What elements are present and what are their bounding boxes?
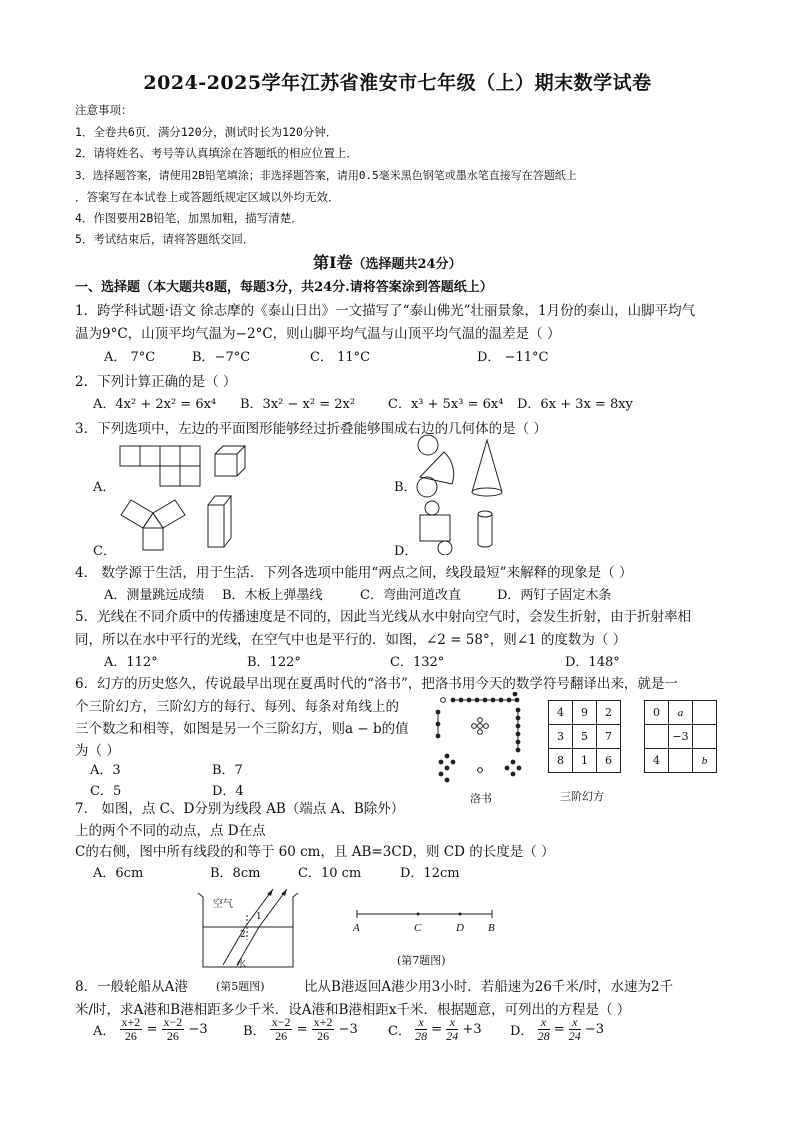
magic-cell: −3 <box>669 725 693 749</box>
q3-label-b: B． <box>394 480 417 495</box>
q7-option-a: A．6cm <box>93 866 144 881</box>
q8-option-c: C． $\frac{x}{28}$ = $\frac{x}{24}$ +3 <box>388 1015 482 1043</box>
magic-cell: 1 <box>573 749 597 773</box>
q1-option-b: B．−7°C <box>192 350 251 365</box>
note-item: 5．考试结束后，请将答题纸交回． <box>75 232 255 246</box>
fraction: $\frac{x}{28}$ <box>537 1015 550 1043</box>
q6-line2: 个三阶幻方，三阶幻方的每行、每列、每条对角线上的 <box>75 699 399 715</box>
fig7-caption: (第7题图) <box>397 954 446 967</box>
magic-caption: 三阶幻方 <box>560 790 604 803</box>
notes-heading: 注意事项： <box>75 103 133 117</box>
fraction: $\frac{x}{24}$ <box>446 1015 459 1043</box>
q7-option-b: B．8cm <box>210 866 261 881</box>
q5-line2: 同，所以在水中平行的光线，在空气中也是平行的．如图，∠2 = 58°，则∠1 的度数为（ ） <box>75 632 627 648</box>
q5-option-c: C．132° <box>390 655 445 670</box>
part1-heading <box>313 250 462 273</box>
q3-label-d: D． <box>394 544 418 559</box>
fraction: $\frac{x-2}{26}$ <box>163 1015 183 1043</box>
fraction: $\frac{x+2}{26}$ <box>313 1015 333 1043</box>
q1-option-a: A． 7°C <box>104 350 156 365</box>
magic-cell: 4 <box>645 749 669 773</box>
note-item: 3．选择题答案，请使用2B铅笔填涂；非选择题答案，请用0.5毫米黑色钢笔或墨水笔直接写在答题纸上 <box>75 169 577 182</box>
magic-cell <box>645 725 669 749</box>
note-item: 1．全卷共6页．满分120分，测试时长为120分钟． <box>75 125 338 139</box>
magic-cell: 5 <box>573 725 597 749</box>
q3-stem: 3．下列选项中，左边的平面图形能够经过折叠能够围成右边的几何体的是（ ） <box>75 421 547 437</box>
magic-cell: 0 <box>645 701 669 725</box>
magic-cell <box>693 725 717 749</box>
luoshu-diagram <box>435 692 530 787</box>
q3-label-a: A． <box>93 480 116 495</box>
note-item: 4．作图要用2B铅笔，加黑加粗，描写清楚． <box>75 211 303 225</box>
q3-figure-b <box>412 432 512 507</box>
q5-option-d: D．148° <box>565 655 620 670</box>
q1-option-c: C． 11°C <box>310 350 371 365</box>
q6-option-a: A．3 <box>90 763 121 778</box>
q6-option-d: D．4 <box>212 784 244 799</box>
fraction: $\frac{x+2}{26}$ <box>121 1015 141 1043</box>
magic-cell: 2 <box>597 701 621 725</box>
q5-option-b: B．122° <box>247 655 301 670</box>
q6-option-b: B．7 <box>212 763 243 778</box>
q6-line1: 6．幻方的历史悠久，传说最早出现在夏禹时代的“洛书”，把洛书用今天的数学符号翻译出来，就是一 <box>75 676 678 692</box>
q7-line3: C的右侧，图中所有线段的和等于 60 cm，且 AB=3CD，则 CD 的长度是（ ） <box>75 844 555 860</box>
fraction: $\frac{x-2}{26}$ <box>271 1015 291 1043</box>
magic-cell <box>693 701 717 725</box>
magic-cell: 8 <box>549 749 573 773</box>
magic-cell: b <box>693 749 717 773</box>
q4-option-b: B．木板上弹墨线 <box>222 588 323 603</box>
fraction: $\frac{x}{28}$ <box>415 1015 428 1043</box>
q8-option-b: B． $\frac{x-2}{26}$ = $\frac{x+2}{26}$ −3 <box>243 1015 358 1043</box>
q7-option-d: D．12cm <box>400 866 460 881</box>
label-water: 水 <box>236 959 246 970</box>
q6-line3: 三个数之和相等，如图是另一个三阶幻方，则a − b的值 <box>75 721 409 737</box>
q2-option-b: B．3x² − x² = 2x² <box>240 397 356 412</box>
q8-line2: 米/时，求A港和B港相距多少千米．设A港和B港相距x千米．根据题意，可列出的方程是（ ） <box>75 1002 631 1018</box>
luoshu-caption: 洛书 <box>470 792 492 805</box>
magic-square-example <box>548 700 621 773</box>
fraction: $\frac{x}{24}$ <box>568 1015 581 1043</box>
label-air: 空气 <box>213 899 233 910</box>
refraction-figure <box>195 885 305 975</box>
magic-cell: 4 <box>549 701 573 725</box>
magic-cell: 7 <box>597 725 621 749</box>
ray-arrow <box>281 889 287 896</box>
q8-line1-start: 8．一般轮船从A港 <box>75 979 188 995</box>
q3-figure-d <box>415 500 505 555</box>
q1-line2: 温为9°C，山顶平均气温为−2°C，则山脚平均气温与山顶平均气温的温差是（ ） <box>75 326 561 342</box>
q6-line4: 为（ ） <box>75 743 120 759</box>
label-angle2: 2 <box>240 930 246 940</box>
q4-option-c: C．弯曲河道改直 <box>360 588 461 603</box>
point-b: B <box>488 922 495 934</box>
exam-title: 2024-2025学年江苏省淮安市七年级（上）期末数学试卷 <box>143 72 652 94</box>
q5-option-a: A．112° <box>104 655 158 670</box>
magic-cell: a <box>669 701 693 725</box>
q1-line1: 1．跨学科试题·语文 徐志摩的《泰山日出》一文描写了“泰山佛光”壮丽景象，1月份的泰山，山脚平均气 <box>75 303 696 319</box>
q1-option-d: D． −11°C <box>477 350 549 365</box>
q3-figure-a <box>118 444 253 494</box>
q2-option-d: D．6x + 3x = 8xy <box>517 397 633 412</box>
ray-arrow <box>267 889 273 896</box>
q8-option-d: D． $\frac{x}{28}$ = $\frac{x}{24}$ −3 <box>510 1015 605 1043</box>
part1-subtitle: （选择题共24分） <box>352 257 462 272</box>
magic-square-question <box>644 700 717 773</box>
q7-option-c: C．10 cm <box>298 866 362 881</box>
section-heading: 一、选择题（本大题共8题，每题3分，共24分.请将答案涂到答题纸上） <box>75 280 493 295</box>
note-item: 2．请将姓名、考号等认真填涂在答题纸的相应位置上． <box>75 146 358 160</box>
part1-title: 第Ⅰ卷 <box>313 253 353 272</box>
q2-option-a: A．4x² + 2x² = 6x⁴ <box>93 397 217 412</box>
q5-line1: 5．光线在不同介质中的传播速度是不同的，因此当光线从水中射向空气时，会发生折射，由于折射率相 <box>75 609 692 625</box>
label-angle1: 1 <box>256 912 262 922</box>
q4-option-d: D．两钉子固定木条 <box>497 588 612 603</box>
magic-cell: 6 <box>597 749 621 773</box>
q6-option-c: C．5 <box>90 784 122 799</box>
q2-option-c: C．x³ + 5x³ = 6x⁴ <box>388 397 504 412</box>
q2-stem: 2．下列计算正确的是（ ） <box>75 374 237 390</box>
magic-cell <box>669 749 693 773</box>
q8-line1-end: 比从B港返回A港少用3小时．若船速为26千米/时，水速为2千 <box>304 979 674 995</box>
q8-option-a: A． $\frac{x+2}{26}$ = $\frac{x-2}{26}$ −3 <box>93 1015 208 1043</box>
point-a: A <box>353 922 360 934</box>
segment-figure <box>352 905 502 925</box>
q3-figure-c <box>113 493 253 553</box>
magic-cell: 9 <box>573 701 597 725</box>
point-c: C <box>414 922 422 934</box>
q3-label-c: C． <box>93 544 116 559</box>
q4-stem: 4． 数学源于生活，用于生活．下列各选项中能用“两点之间，线段最短”来解释的现象是（ ） <box>75 565 633 581</box>
fig5-caption: (第5题图) <box>216 980 265 993</box>
note-item: ．答案写在本试卷上或答题纸规定区域以外均无效． <box>75 190 340 204</box>
point-d: D <box>456 922 464 934</box>
magic-cell: 3 <box>549 725 573 749</box>
q7-line2: 上的两个不同的动点，点 D在点 <box>75 823 266 839</box>
q4-option-a: A．测量跳远成绩 <box>104 588 205 603</box>
q7-line1: 7． 如图，点 C、D分别为线段 AB（端点 A、B除外） <box>75 801 405 817</box>
